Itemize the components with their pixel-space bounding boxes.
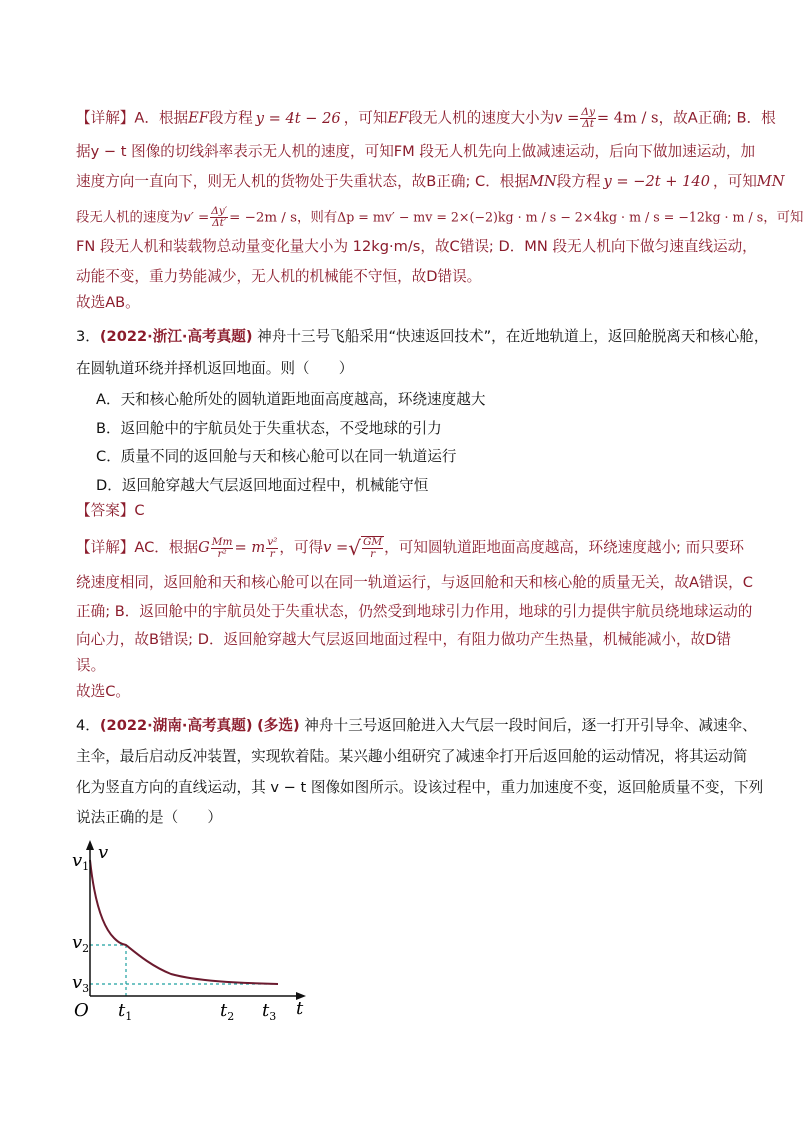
question-source: (2022·湖南·高考真题) <box>99 717 253 734</box>
fraction-v2-r: $\frac{\text{v²}}{r}$ <box>267 535 278 560</box>
equation-ef: y = 4t − 26 <box>255 109 341 127</box>
option-b: B．返回舱中的宇航员处于失重状态，不受地球的引力 <box>96 420 442 437</box>
question-source: (2022·浙江·高考真题) <box>99 328 253 345</box>
detail-line-3: 速度方向一直向下，则无人机的货物处于失重状态，故B正确; C．根据MN段方程 y = −2t + 140 ，可知MN <box>76 173 785 190</box>
detail-line-1: 【详解】A．根据EF段方程 y = 4t − 26 ，可知EF段无人机的速度大小为v = $\frac{\Delta y}{\Delta t}$ = 4m / s，故A正确; B．根 <box>76 106 776 130</box>
t1-label: $t_1$ <box>118 1000 133 1023</box>
q3-detail-line-2: 绕速度相同，返回舱和天和核心舱可以在同一轨道运行，与返回舱和天和核心舱的质量无关，故A错误，C <box>76 574 753 591</box>
fraction-dy-dt-prime: $\frac{\Delta y'}{\Delta t'}$ <box>211 205 228 229</box>
option-a: A．天和核心舱所处的圆轨道距地面高度越高，环绕速度越大 <box>96 391 486 408</box>
detail-line-2: 据y − t 图像的切线斜率表示无人机的速度，可知FM 段无人机先向上做减速运动，后向下做加速运动，加 <box>76 143 756 160</box>
option-d: D．返回舱穿越大气层返回地面过程中，机械能守恒 <box>96 477 429 494</box>
momentum-equation: Δp = mv′ − mv = 2×(−2)kg · m / s − 2×4kg · m / s = −12kg · m / s <box>337 209 764 225</box>
t-axis-label: t <box>296 998 304 1019</box>
question-4-line-2: 主伞，最后启动反冲装置，实现软着陆。某兴趣小组研究了减速伞打开后返回舱的运动情况，将其运动简 <box>76 748 748 765</box>
v3-label: $v_3$ <box>72 972 90 995</box>
q3-detail-line-5: 误。 <box>76 657 106 674</box>
origin-label: O <box>74 1000 89 1021</box>
v-axis-arrow <box>86 840 94 850</box>
q3-detail-line-3: 正确; B．返回舱中的宇航员处于失重状态，仍然受到地球引力作用，地球的引力提供宇航员绕地球运动的 <box>76 603 753 620</box>
question-4-line-3: 化为竖直方向的直线运动，其 v − t 图像如图所示。设该过程中，重力加速度不变，返回舱质量不变，下列 <box>76 779 764 796</box>
q3-detail-line-1: 【详解】AC．根据G $\frac{Mm}{\text{r²}}$ = m $\frac{\text{v²}}{r}$ ，可得v =√ $\frac{GM}{r}$ ，可知圆轨道距地面高度越高，环绕速度越小; 而只要环 <box>76 535 744 560</box>
v2-label: $v_2$ <box>72 932 90 955</box>
detail-line-5: FN 段无人机和装载物总动量变化量大小为 12kg·m/s，故C错误; D．MN 段无人机向下做匀速直线运动， <box>76 238 757 255</box>
detail-label: 【详解】A．根据 <box>76 109 189 127</box>
multi-select-tag: (多选) <box>257 717 300 734</box>
detail-line-6: 动能不变，重力势能减少，无人机的机械能不守恒，故D错误。 <box>76 268 482 285</box>
v-axis-label: v <box>98 842 109 863</box>
equation-mn: y = −2t + 140 <box>603 173 710 190</box>
vt-graph <box>66 838 326 1038</box>
option-c: C．质量不同的返回舱与天和核心舱可以在同一轨道运行 <box>96 448 457 465</box>
question-3-header: 3．(2022·浙江·高考真题) 神舟十三号飞船采用“快速返回技术”，在近地轨道上，返回舱脱离天和核心舱， <box>76 328 769 345</box>
q3-detail-line-4: 向心力，故B错误; D．返回舱穿越大气层返回地面过程中，有阻力做功产生热量，机械能减小，故D错 <box>76 631 731 648</box>
velocity-curve <box>90 860 278 984</box>
detail-line-4: 段无人机的速度为v′ = $\frac{\Delta y'}{\Delta t'}$ = −2m / s，则有Δp = mv′ − mv = 2×(−2)kg · m / s − 2×4kg · m / s = −12kg · m / s，可知 <box>76 205 803 229</box>
answer: 【答案】C <box>76 502 145 519</box>
question-3-header-2: 在圆轨道环绕并择机返回地面。则（ ） <box>76 360 354 377</box>
t3-label: $t_3$ <box>262 1000 277 1023</box>
q3-detail-conclusion: 故选C。 <box>76 683 130 700</box>
detail-conclusion: 故选AB。 <box>76 294 140 311</box>
t2-label: $t_2$ <box>220 1000 235 1023</box>
question-4-header: 4．(2022·湖南·高考真题) (多选) 神舟十三号返回舱进入大气层一段时间后，逐一打开引导伞、减速伞、 <box>76 717 757 734</box>
v1-label: $v_1$ <box>72 850 90 873</box>
fraction-dy-dt: $\frac{\Delta y}{\Delta t}$ <box>581 106 595 130</box>
question-4-line-4: 说法正确的是（ ） <box>76 809 222 826</box>
sqrt-gm-r: √ $\frac{GM}{r}$ <box>348 536 383 560</box>
fraction-mm-r2: $\frac{Mm}{\text{r²}}$ <box>211 535 233 560</box>
